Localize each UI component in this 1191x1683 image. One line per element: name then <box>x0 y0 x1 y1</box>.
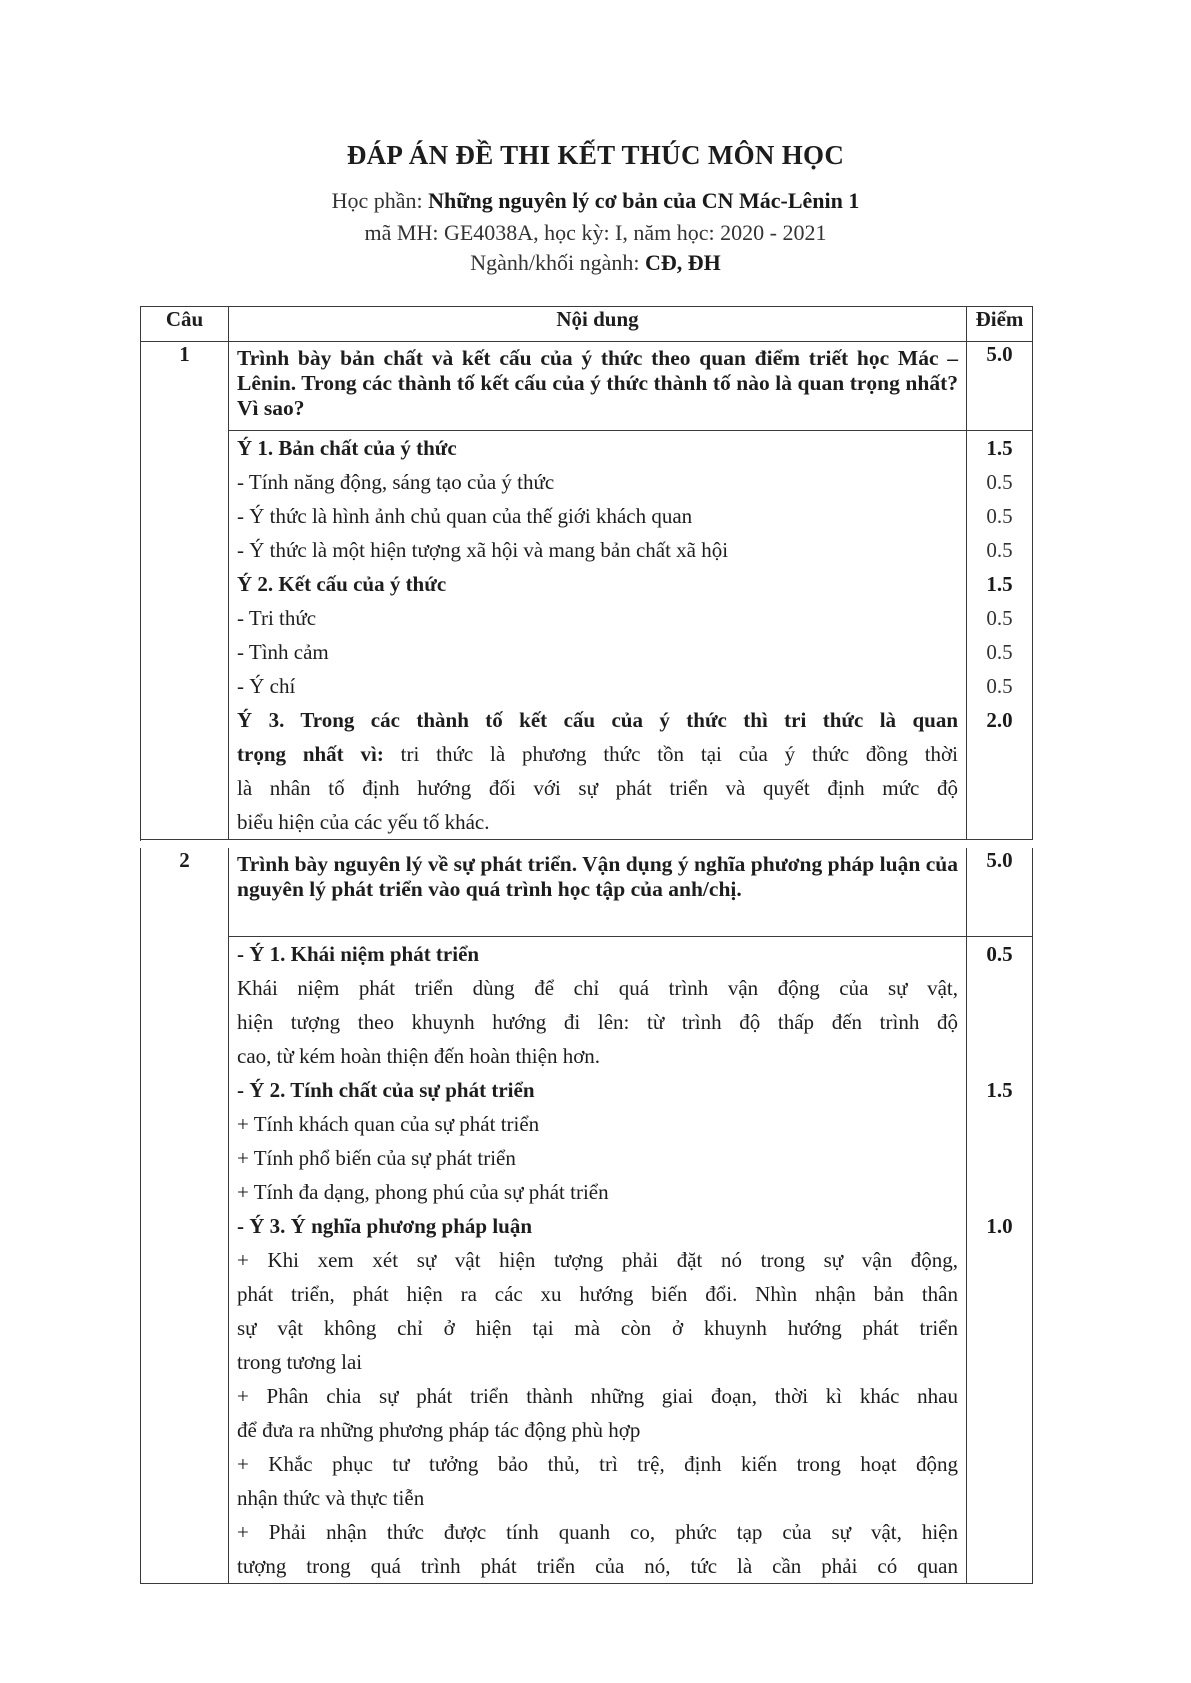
q2-y3-line: sự vật không chỉ ở hiện tại mà còn ở khuynh hướng phát triển <box>237 1316 958 1340</box>
course-line <box>0 188 1191 214</box>
q1-y1-item: - Ý thức là một hiện tượng xã hội và mang bản chất xã hội <box>237 538 729 562</box>
q1-question-text: Trình bày bản chất và kết cấu của ý thức theo quan điểm triết học Mác – Lênin. Trong các thành tố kết cấu của ý thức thành tố nào là quan trọng nhất? Vì sao? <box>237 346 958 420</box>
header-points: Điểm <box>967 307 1033 342</box>
q2-number: 2 <box>141 848 229 1584</box>
q1-y1-points: 1.5 <box>986 436 1013 460</box>
q1-y2-item-points: 0.5 <box>986 606 1013 630</box>
q2-y1-title: - Ý 1. Khái niệm phát triển <box>237 942 480 966</box>
q1-y3-line: Ý 3. Trong các thành tố kết cấu của ý thức thì tri thức là quan <box>237 708 958 732</box>
major-line <box>0 250 1191 276</box>
q1-y3-line <box>229 737 966 771</box>
q1-question-points: 5.0 <box>967 342 1033 431</box>
q1-question-row <box>141 342 1033 431</box>
q2-y1-line: hiện tượng theo khuynh hướng đi lên: từ trình độ thấp đến trình độ <box>237 1010 958 1034</box>
major-label: Ngành/khối ngành: <box>470 250 645 275</box>
q2-y1-line: Khái niệm phát triển dùng để chỉ quá trình vận động của sự vật, <box>237 976 958 1000</box>
q2-y3-line: + Phải nhận thức được tính quanh co, phức tạp của sự vật, hiện <box>237 1520 958 1544</box>
q2-y3-line: phát triển, phát hiện ra các xu hướng biến đổi. Nhìn nhận bản thân <box>237 1282 958 1306</box>
q2-y2-item: + Tính phổ biến của sự phát triển <box>237 1146 516 1170</box>
q2-y3-line: + Khi xem xét sự vật hiện tượng phải đặt nó trong sự vận động, <box>237 1248 958 1272</box>
q1-y3-line: biểu hiện của các yếu tố khác. <box>237 810 490 834</box>
q1-answer <box>229 431 967 840</box>
q1-number: 1 <box>141 342 229 840</box>
q1-y2-points: 1.5 <box>986 572 1013 596</box>
course-name: Những nguyên lý cơ bản của CN Mác-Lênin 1 <box>428 188 860 213</box>
q2-y3-line: + Phân chia sự phát triển thành những giai đoạn, thời kì khác nhau <box>237 1384 958 1408</box>
q1-answer-points <box>967 431 1033 840</box>
q2-y3-title: - Ý 3. Ý nghĩa phương pháp luận <box>237 1214 533 1238</box>
q2-y2-title: - Ý 2. Tính chất của sự phát triển <box>237 1078 535 1102</box>
q1-y3-line: là nhân tố định hướng đối với sự phát triển và quyết định mức độ <box>237 776 958 800</box>
q2-y3-points: 1.0 <box>986 1214 1013 1238</box>
q2-y1-line: cao, từ kém hoàn thiện đến hoàn thiện hơn. <box>237 1044 601 1068</box>
header-question: Câu <box>141 307 229 342</box>
q1-y2-item: - Tri thức <box>237 606 317 630</box>
q2-y2-item: + Tính đa dạng, phong phú của sự phát triển <box>237 1180 609 1204</box>
q1-y3-rest: tri thức là phương thức tồn tại của ý thức đồng thời <box>383 742 958 766</box>
table-header-row <box>141 307 1033 342</box>
q2-y3-line: trong tương lai <box>237 1350 363 1374</box>
q2-y3-line: để đưa ra những phương pháp tác động phù hợp <box>237 1418 641 1442</box>
q2-answer-points <box>967 937 1033 1584</box>
answer-table <box>140 306 1033 840</box>
q1-y2-item: - Ý chí <box>237 674 296 698</box>
q1-y2-item-points: 0.5 <box>986 674 1013 698</box>
q2-question-row <box>141 848 1033 937</box>
q1-y2-item-points: 0.5 <box>986 640 1013 664</box>
course-label: Học phần: <box>331 188 429 213</box>
answer-table-q2 <box>140 848 1033 1584</box>
q2-question-text: Trình bày nguyên lý về sự phát triển. Vận dụng ý nghĩa phương pháp luận của nguyên lý phát triển vào quá trình học tập của anh/chị. <box>237 852 958 901</box>
q2-y3-line: tượng trong quá trình phát triển của nó, tức là cần phải có quan <box>237 1554 958 1578</box>
q1-y1-item-points: 0.5 <box>986 538 1013 562</box>
q2-y3-line: + Khắc phục tư tưởng bảo thủ, trì trệ, định kiến trong hoạt động <box>237 1452 958 1476</box>
q1-answer-row <box>141 431 1033 840</box>
q1-y1-item-points: 0.5 <box>986 470 1013 494</box>
q2-answer <box>229 937 967 1584</box>
q1-y3-bold: trọng nhất vì: <box>237 742 384 766</box>
header-content: Nội dung <box>229 307 967 342</box>
major-value: CĐ, ĐH <box>644 250 721 275</box>
document-title: ĐÁP ÁN ĐỀ THI KẾT THÚC MÔN HỌC <box>346 140 845 170</box>
q2-question-points: 5.0 <box>967 848 1033 937</box>
q2-y2-points: 1.5 <box>986 1078 1013 1102</box>
q2-y1-points: 0.5 <box>986 942 1013 966</box>
q2-y3-line: nhận thức và thực tiễn <box>237 1486 425 1510</box>
q1-y2-item: - Tình cảm <box>237 640 329 664</box>
q1-y1-item: - Ý thức là hình ảnh chủ quan của thế giới khách quan <box>237 504 693 528</box>
q1-y1-title: Ý 1. Bản chất của ý thức <box>237 436 457 460</box>
q1-y1-item: - Tính năng động, sáng tạo của ý thức <box>237 470 555 494</box>
q2-y2-item: + Tính khách quan của sự phát triển <box>237 1112 540 1136</box>
course-meta: mã MH: GE4038A, học kỳ: I, năm học: 2020 - 2021 <box>364 220 827 245</box>
q1-y2-title: Ý 2. Kết cấu của ý thức <box>237 572 447 596</box>
q2-answer-row <box>141 937 1033 1584</box>
q1-y3-points: 2.0 <box>986 708 1013 732</box>
q1-y1-item-points: 0.5 <box>986 504 1013 528</box>
